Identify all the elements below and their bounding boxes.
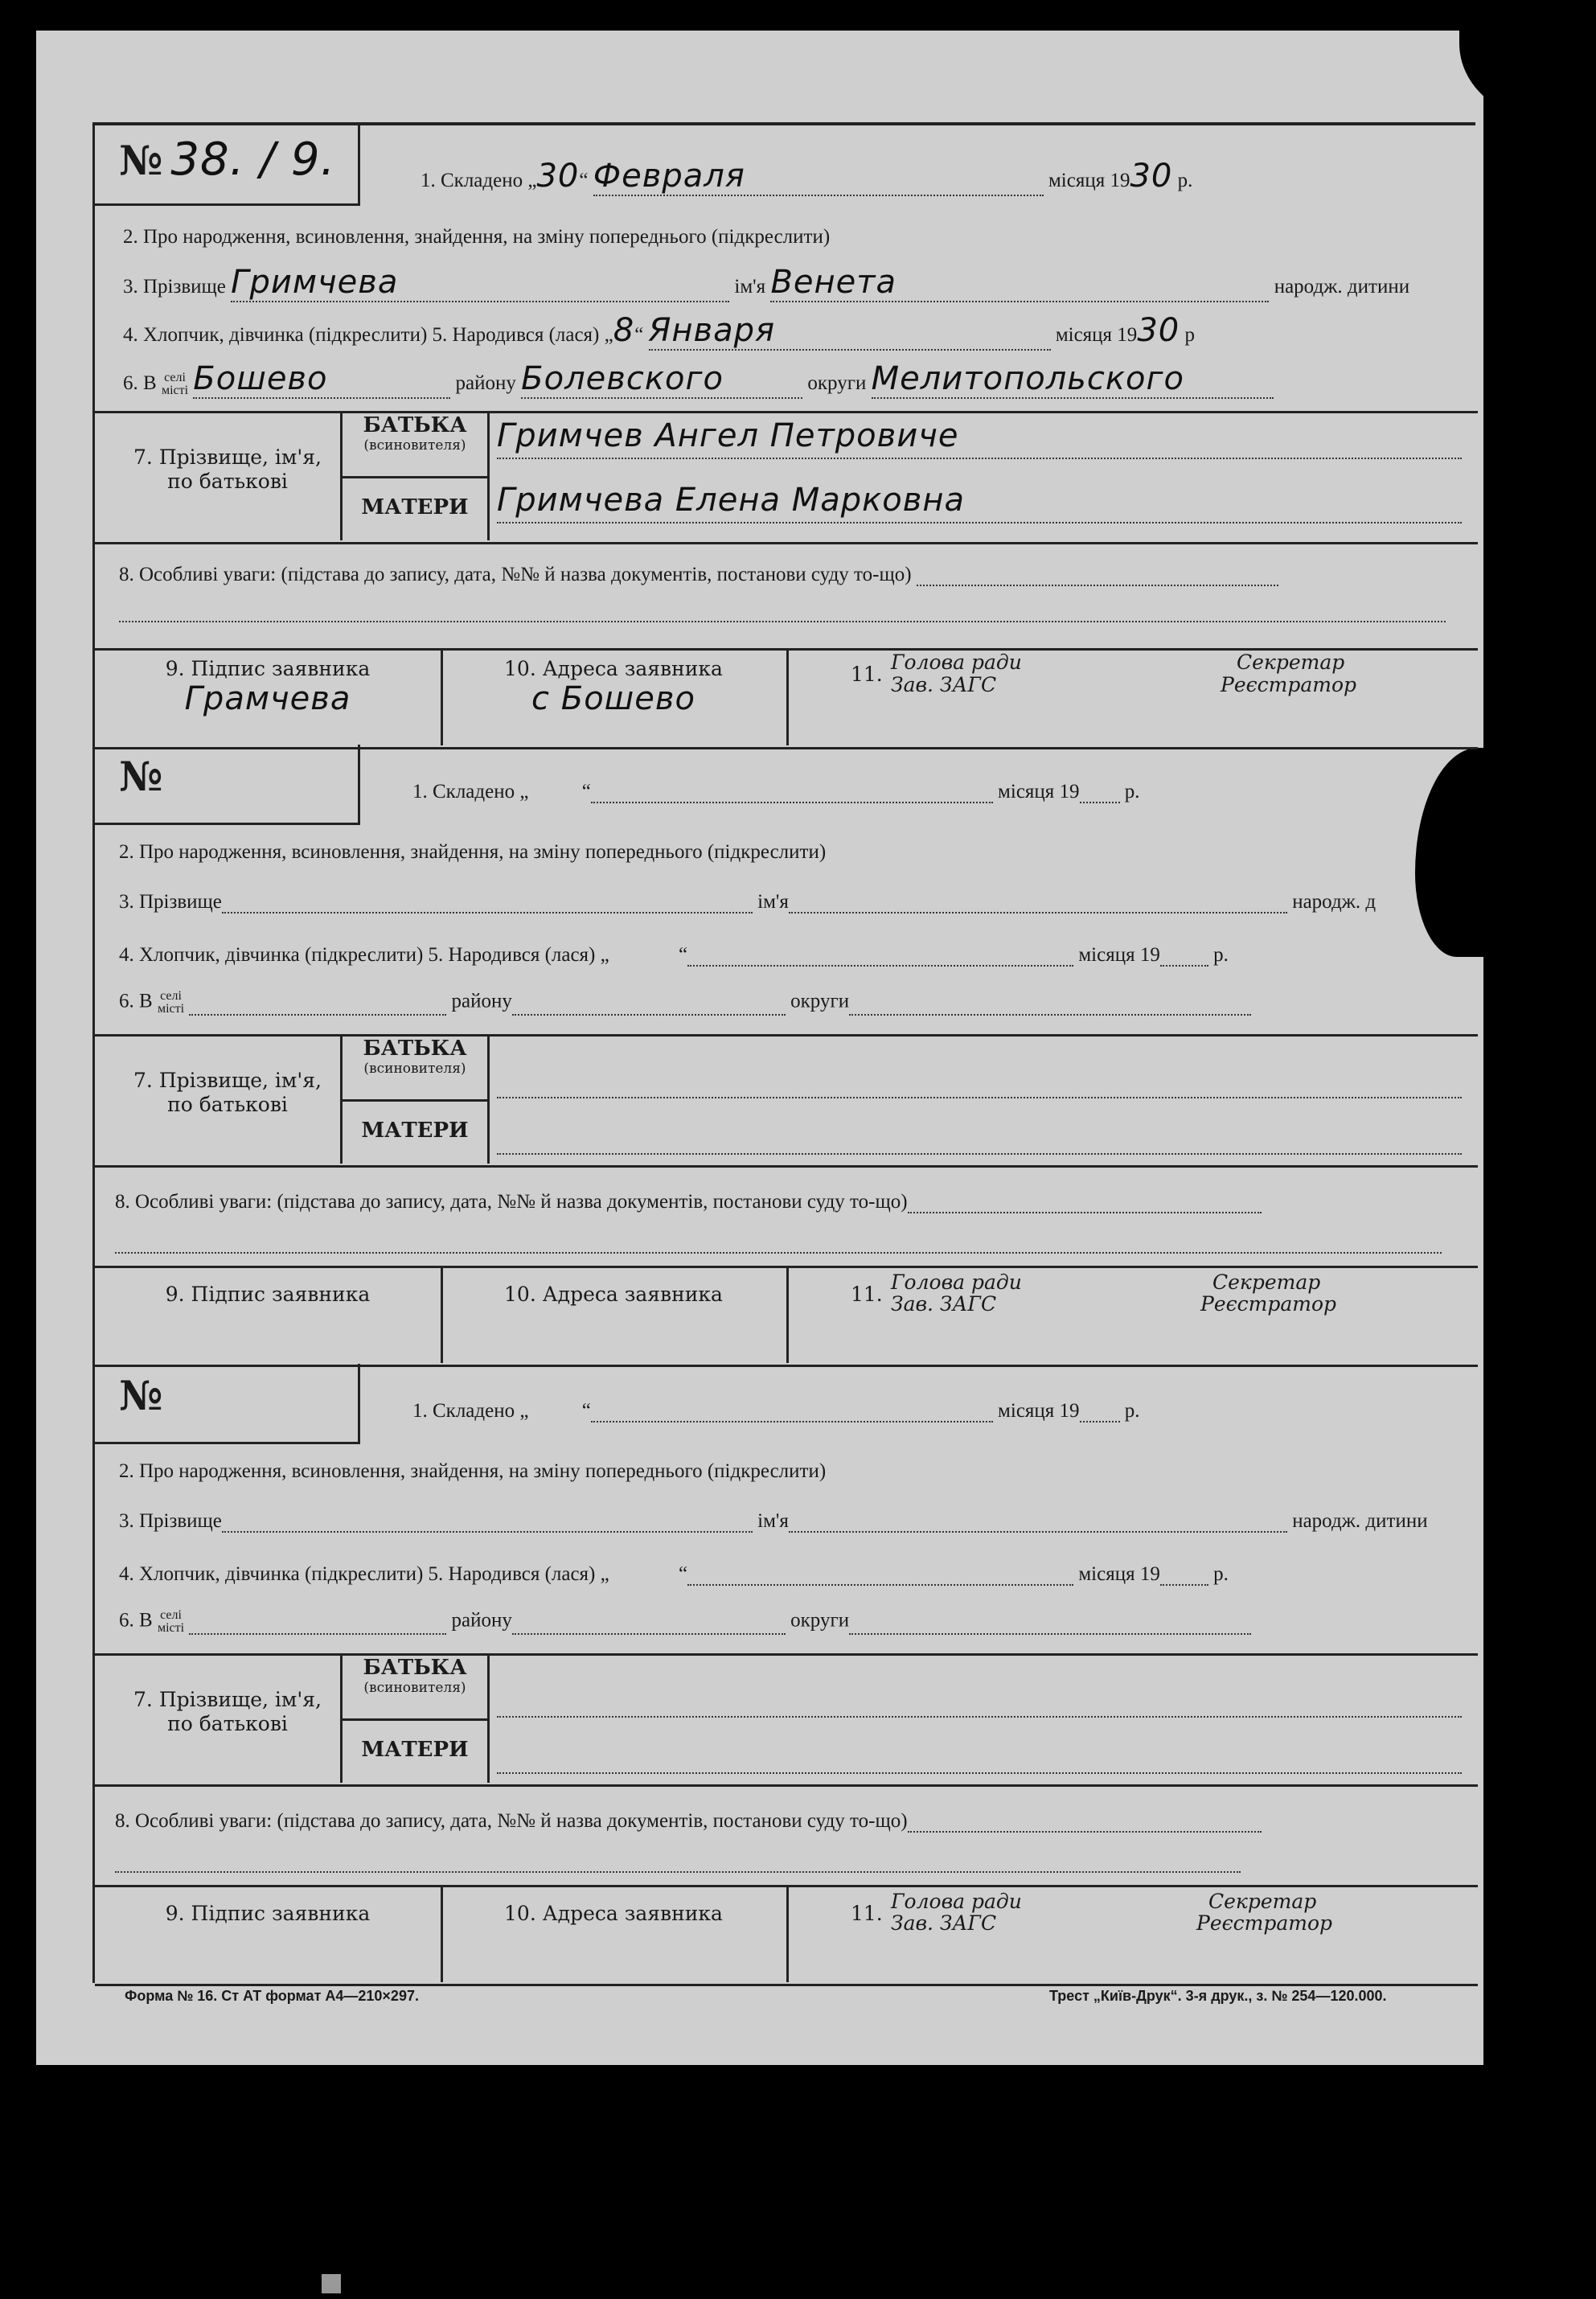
applicant-signature-label: 9. Підпис заявника — [165, 1902, 371, 1925]
place-dots — [189, 1612, 446, 1635]
record-number-box — [95, 125, 360, 206]
birth-year: 30 — [1137, 312, 1180, 349]
village-label: селі — [160, 1608, 182, 1622]
father-cell — [340, 1656, 490, 1721]
okrug-value: Мелитопольского — [872, 360, 1274, 399]
district-label: району — [455, 372, 516, 394]
birth-r: р. — [1213, 944, 1229, 966]
village-label: селі — [160, 989, 182, 1003]
village-label: селі — [164, 371, 186, 385]
applicant-address-value: с Бошево — [531, 680, 695, 717]
father-cell — [340, 413, 490, 478]
birth-year-dots — [1160, 1563, 1208, 1586]
compiled-month: Февраля — [593, 158, 1044, 196]
applicant-address-cell — [441, 651, 789, 745]
compiled-dots — [591, 1400, 993, 1423]
notes-label: 8. Особливі уваги: (підстава до запису, дата, №№ й назва документів, постанови суду то-що) — [115, 1810, 908, 1832]
notes-dots-2 — [115, 1231, 1442, 1254]
sex-birth-label: 4. Хлопчик, дівчинка (підкреслити) 5. Народився (лася) „ — [119, 1563, 609, 1585]
council-head-label: Голова ради — [891, 1271, 1022, 1294]
compiled-label: 1. Складено — [421, 170, 523, 191]
record-number-box — [95, 745, 360, 825]
line-4: 4. Хлопчик, дівчинка (підкреслити) 5. Народився (лася) „ “ місяця 19 р. — [119, 944, 1229, 966]
okrug-dots — [849, 1612, 1251, 1635]
father-label: БАТЬКА — [363, 1656, 467, 1680]
compiled-label: 1. Складено „ — [412, 781, 529, 803]
applicant-signature-cell — [95, 1887, 443, 1982]
town-label: місті — [161, 384, 189, 398]
registrar-label: Реєстратор — [1196, 1911, 1332, 1935]
compiled-r: р. — [1124, 781, 1140, 803]
notes-dots — [917, 564, 1278, 586]
record-number-box — [95, 1364, 360, 1444]
birth-month-suffix: місяця 19 — [1078, 944, 1160, 966]
mother-cell — [340, 1720, 490, 1783]
birth-month-suffix: місяця 19 — [1055, 324, 1138, 346]
line-4: 4. Хлопчик, дівчинка (підкреслити) 5. Народився (лася) „8“ Января місяця 1930 р — [123, 312, 1195, 349]
mother-cell — [340, 1101, 490, 1164]
officials-cell — [786, 651, 1478, 745]
registrar-label: Реєстратор — [1221, 673, 1356, 696]
mother-label: МАТЕРИ — [361, 495, 469, 519]
applicant-signature-label: 9. Підпис заявника — [165, 657, 371, 680]
birth-month-suffix: місяця 19 — [1078, 1563, 1160, 1585]
mother-value — [497, 1732, 1462, 1774]
number-sign: № — [119, 753, 163, 800]
birth-dots — [687, 1563, 1073, 1586]
sex-birth-label: 4. Хлопчик, дівчинка (підкреслити) 5. Народився (лася) „ — [119, 944, 609, 966]
birth-day: 8 — [613, 312, 635, 349]
parents-section — [95, 1653, 1478, 1787]
birth-dots — [687, 944, 1073, 967]
line-3 — [119, 891, 1376, 913]
line-8 — [115, 1810, 1262, 1833]
district-dots — [512, 993, 786, 1016]
child-suffix: народж. д — [1292, 891, 1376, 913]
mother-label: МАТЕРИ — [361, 1119, 469, 1143]
compiled-r: р. — [1124, 1400, 1140, 1422]
compiled-year-dots — [1080, 1400, 1120, 1423]
district-dots — [512, 1612, 786, 1635]
form-code: Форма № 16. Ст АТ формат А4—210×297. — [125, 1988, 419, 2004]
birth-year-dots — [1160, 944, 1208, 967]
in-label: 6. В — [119, 990, 153, 1012]
surname-label: 3. Прізвище — [119, 891, 222, 913]
line-2: 2. Про народження, всиновлення, знайдення, на зміну попереднього (підкреслити) — [119, 1460, 827, 1482]
zags-head-label: Зав. ЗАГС — [891, 1911, 997, 1935]
father-sub: (всиновителя) — [363, 437, 466, 454]
in-label: 6. В — [123, 372, 157, 394]
notes-dots-2 — [119, 600, 1446, 622]
line-8 — [119, 564, 1278, 586]
notes-dots-2 — [115, 1850, 1241, 1873]
father-value — [497, 1057, 1462, 1098]
mother-value: Гримчева Елена Марковна — [497, 482, 1462, 523]
parents-section — [95, 411, 1478, 544]
birth-r: р — [1184, 324, 1195, 346]
compiled-month-suffix: місяця 19 — [998, 1400, 1080, 1422]
signature-row — [95, 1266, 1478, 1367]
parents-label: 7. Прізвище, ім'я, по батькові — [133, 1069, 322, 1116]
name-dots — [789, 891, 1287, 913]
applicant-address-cell — [441, 1268, 789, 1363]
compiled-year: 30 — [1130, 158, 1173, 195]
child-suffix: народж. дитини — [1274, 276, 1410, 298]
notes-line-2 — [119, 600, 1446, 622]
sex-birth-label: 4. Хлопчик, дівчинка (підкреслити) 5. Народився (лася) — [123, 324, 600, 346]
council-head-label: Голова ради — [891, 651, 1022, 674]
father-label: БАТЬКА — [363, 413, 467, 437]
applicant-signature-cell — [95, 1268, 443, 1363]
father-cell — [340, 1037, 490, 1102]
compiled-r: р. — [1177, 170, 1193, 191]
secretary-label: Секретар — [1208, 1890, 1317, 1913]
applicant-address-label: 10. Адреса заявника — [504, 657, 723, 680]
father-value — [497, 1676, 1462, 1718]
applicant-signature-label: 9. Підпис заявника — [165, 1283, 371, 1306]
line-6 — [123, 360, 1274, 399]
line-3 — [123, 264, 1409, 302]
applicant-signature-cell — [95, 651, 443, 745]
notes-line-2 — [115, 1850, 1241, 1873]
line-2: 2. Про народження, всиновлення, знайдення, на зміну попереднього (підкреслити) — [119, 841, 827, 863]
birth-registration-form — [92, 122, 1475, 1983]
surname-dots — [222, 891, 753, 913]
line-6 — [119, 1609, 1251, 1635]
surname-value: Гримчева — [231, 264, 729, 302]
applicant-signature-value: Грамчева — [184, 680, 351, 717]
notes-line-2 — [115, 1231, 1442, 1254]
parents-label: 7. Прізвище, ім'я, по батькові — [133, 1688, 322, 1735]
father-sub: (всиновителя) — [363, 1680, 466, 1696]
surname-dots — [222, 1510, 753, 1533]
compiled-year-dots — [1080, 781, 1120, 803]
signature-row — [95, 1885, 1478, 1986]
okrug-label: округи — [790, 990, 850, 1012]
birth-month: Января — [649, 312, 1051, 351]
town-label: місті — [157, 1002, 185, 1016]
surname-label: 3. Прізвище — [123, 276, 226, 298]
line-8 — [115, 1191, 1262, 1213]
line-1: 1. Складено „ “ місяця 19 р. — [412, 1400, 1140, 1422]
okrug-label: округи — [807, 372, 867, 394]
place-dots — [189, 993, 446, 1016]
item-11-label: 11. — [851, 1902, 883, 1925]
line-6 — [119, 990, 1251, 1016]
compiled-day: 30 — [536, 158, 580, 195]
town-label: місті — [157, 1621, 185, 1635]
record-2 — [92, 745, 1475, 1364]
surname-label: 3. Прізвище — [119, 1510, 222, 1532]
scan-mark — [322, 2274, 341, 2293]
line-1: 1. Складено „ “ місяця 19 р. — [412, 781, 1140, 803]
place-value: Бошево — [193, 360, 450, 399]
notes-label: 8. Особливі уваги: (підстава до запису, дата, №№ й назва документів, постанови суду то-що) — [119, 564, 912, 585]
compiled-label: 1. Складено „ — [412, 1400, 529, 1422]
line-3 — [119, 1510, 1428, 1533]
secretary-label: Секретар — [1237, 651, 1345, 674]
number-sign: № — [119, 1372, 163, 1419]
line-2: 2. Про народження, всиновлення, знайдення, на зміну попереднього (підкреслити) — [123, 226, 831, 248]
applicant-address-label: 10. Адреса заявника — [504, 1902, 723, 1925]
notes-dots — [908, 1810, 1262, 1833]
signature-row — [95, 648, 1478, 749]
father-sub: (всиновителя) — [363, 1061, 466, 1077]
district-label: району — [451, 990, 512, 1012]
printer-info: Трест „Київ-Друк“. 3-я друк., з. № 254—120.000. — [1049, 1988, 1387, 2004]
secretary-label: Секретар — [1212, 1271, 1321, 1294]
mother-label: МАТЕРИ — [361, 1738, 469, 1762]
father-value: Гримчев Ангел Петровиче — [497, 417, 1462, 459]
okrug-dots — [849, 993, 1251, 1016]
item-11-label: 11. — [851, 1283, 883, 1306]
officials-cell — [786, 1268, 1478, 1363]
father-label: БАТЬКА — [363, 1037, 467, 1061]
notes-label: 8. Особливі уваги: (підстава до запису, дата, №№ й назва документів, постанови суду то-що) — [115, 1191, 908, 1213]
registrar-label: Реєстратор — [1200, 1292, 1336, 1316]
zags-head-label: Зав. ЗАГС — [891, 673, 997, 696]
name-dots — [789, 1510, 1287, 1533]
record-3 — [92, 1364, 1475, 1983]
district-label: району — [451, 1609, 512, 1632]
zags-head-label: Зав. ЗАГС — [891, 1292, 997, 1316]
parents-section — [95, 1034, 1478, 1168]
applicant-address-label: 10. Адреса заявника — [504, 1283, 723, 1306]
number-sign: № — [119, 137, 163, 184]
item-11-label: 11. — [851, 663, 883, 686]
name-label: ім'я — [734, 276, 766, 298]
name-value: Венета — [770, 264, 1269, 302]
name-label: ім'я — [757, 1510, 789, 1532]
mother-cell — [340, 478, 490, 540]
officials-cell — [786, 1887, 1478, 1982]
record-number: 38. / 9. — [170, 133, 336, 186]
name-label: ім'я — [757, 891, 789, 913]
mother-value — [497, 1113, 1462, 1155]
applicant-address-cell — [441, 1887, 789, 1982]
compiled-month-suffix: місяця 19 — [1048, 170, 1130, 191]
child-suffix: народж. дитини — [1292, 1510, 1428, 1532]
okrug-label: округи — [790, 1609, 850, 1632]
district-value: Болевского — [521, 360, 802, 399]
notes-dots — [908, 1191, 1262, 1213]
council-head-label: Голова ради — [891, 1890, 1022, 1913]
line-4: 4. Хлопчик, дівчинка (підкреслити) 5. Народився (лася) „ “ місяця 19 р. — [119, 1563, 1229, 1585]
in-label: 6. В — [119, 1609, 153, 1632]
compiled-dots — [591, 781, 993, 803]
compiled-month-suffix: місяця 19 — [998, 781, 1080, 803]
line-1: 1. Складено „30“ Февраля місяця 1930 р. — [421, 158, 1193, 195]
record-1 — [92, 122, 1475, 745]
parents-label: 7. Прізвище, ім'я, по батькові — [133, 445, 322, 493]
birth-r: р. — [1213, 1563, 1229, 1585]
